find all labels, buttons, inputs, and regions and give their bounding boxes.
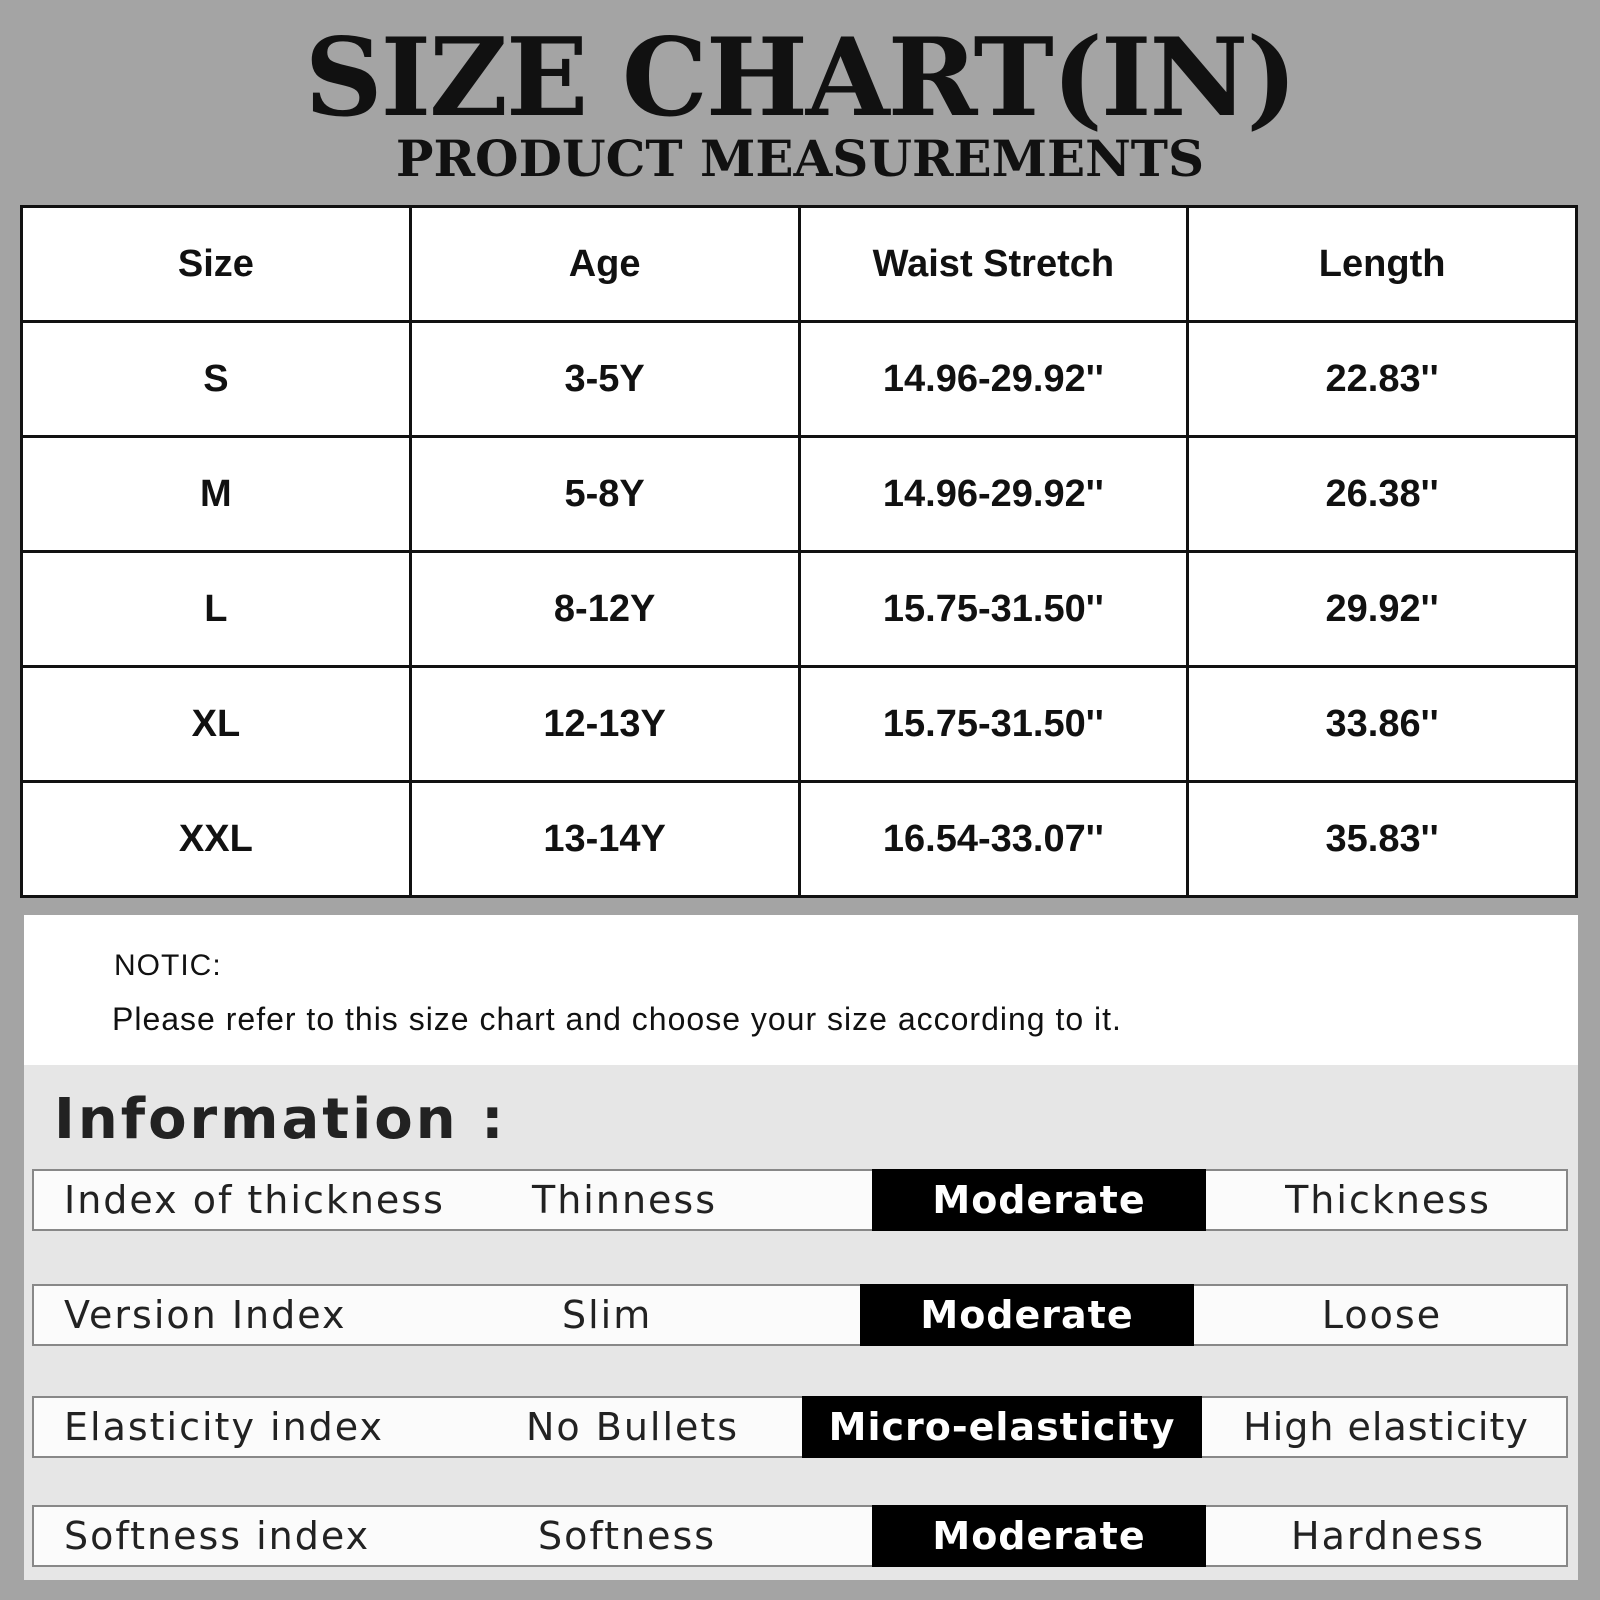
info-row-selected-badge: Moderate [872, 1169, 1206, 1231]
info-row-low: Softness [538, 1514, 717, 1558]
info-row-thickness [32, 1169, 1568, 1231]
table-row [22, 322, 1577, 437]
table-row [22, 437, 1577, 552]
cell-length: 35.83'' [1188, 782, 1577, 897]
cell-length: 26.38'' [1188, 437, 1577, 552]
cell-age: 13-14Y [410, 782, 799, 897]
table-row [22, 782, 1577, 897]
info-row-low: No Bullets [526, 1405, 740, 1449]
table-header-row [22, 207, 1577, 322]
notice-title: NOTIC: [114, 949, 222, 982]
column-header-age: Age [410, 207, 799, 322]
info-row-selected-badge: Micro-elasticity [802, 1396, 1202, 1458]
cell-waist-stretch: 14.96-29.92'' [799, 437, 1188, 552]
info-row-selected-badge: Moderate [872, 1505, 1206, 1567]
info-row-label: Softness index [64, 1514, 371, 1558]
cell-waist-stretch: 15.75-31.50'' [799, 552, 1188, 667]
product-measurements-subtitle: PRODUCT MEASUREMENTS [395, 129, 1205, 188]
info-row-low: Slim [562, 1293, 653, 1337]
cell-size: S [22, 322, 411, 437]
info-row-low: Thinness [532, 1178, 717, 1222]
info-row-softness [32, 1505, 1568, 1567]
info-row-high: High elasticity [1243, 1405, 1529, 1449]
column-header-length: Length [1188, 207, 1577, 322]
column-header-waist-stretch: Waist Stretch [799, 207, 1188, 322]
cell-age: 5-8Y [410, 437, 799, 552]
size-table [20, 205, 1578, 898]
info-row-high: Loose [1321, 1293, 1443, 1337]
cell-waist-stretch: 16.54-33.07'' [799, 782, 1188, 897]
cell-length: 33.86'' [1188, 667, 1577, 782]
info-row-label: Elasticity index [64, 1405, 384, 1449]
info-row-elasticity [32, 1396, 1568, 1458]
cell-size: L [22, 552, 411, 667]
information-heading: Information : [54, 1087, 507, 1152]
cell-size: XXL [22, 782, 411, 897]
column-header-size: Size [22, 207, 411, 322]
info-row-selected-badge: Moderate [860, 1284, 1194, 1346]
table-row [22, 667, 1577, 782]
table-row [22, 552, 1577, 667]
cell-age: 12-13Y [410, 667, 799, 782]
notice-panel [24, 915, 1578, 1065]
cell-age: 3-5Y [410, 322, 799, 437]
cell-age: 8-12Y [410, 552, 799, 667]
info-row-label: Version Index [64, 1293, 347, 1337]
info-row-high: Thickness [1285, 1178, 1491, 1222]
cell-length: 29.92'' [1188, 552, 1577, 667]
info-row-label: Index of thickness [64, 1178, 445, 1222]
cell-waist-stretch: 15.75-31.50'' [799, 667, 1188, 782]
cell-size: XL [22, 667, 411, 782]
cell-length: 22.83'' [1188, 322, 1577, 437]
information-panel [24, 1065, 1578, 1580]
size-chart-title: SIZE CHART(IN) [304, 15, 1296, 141]
cell-size: M [22, 437, 411, 552]
notice-text: Please refer to this size chart and choose your size according to it. [112, 1001, 1122, 1037]
info-row-high: Hardness [1291, 1514, 1485, 1558]
info-row-version [32, 1284, 1568, 1346]
cell-waist-stretch: 14.96-29.92'' [799, 322, 1188, 437]
